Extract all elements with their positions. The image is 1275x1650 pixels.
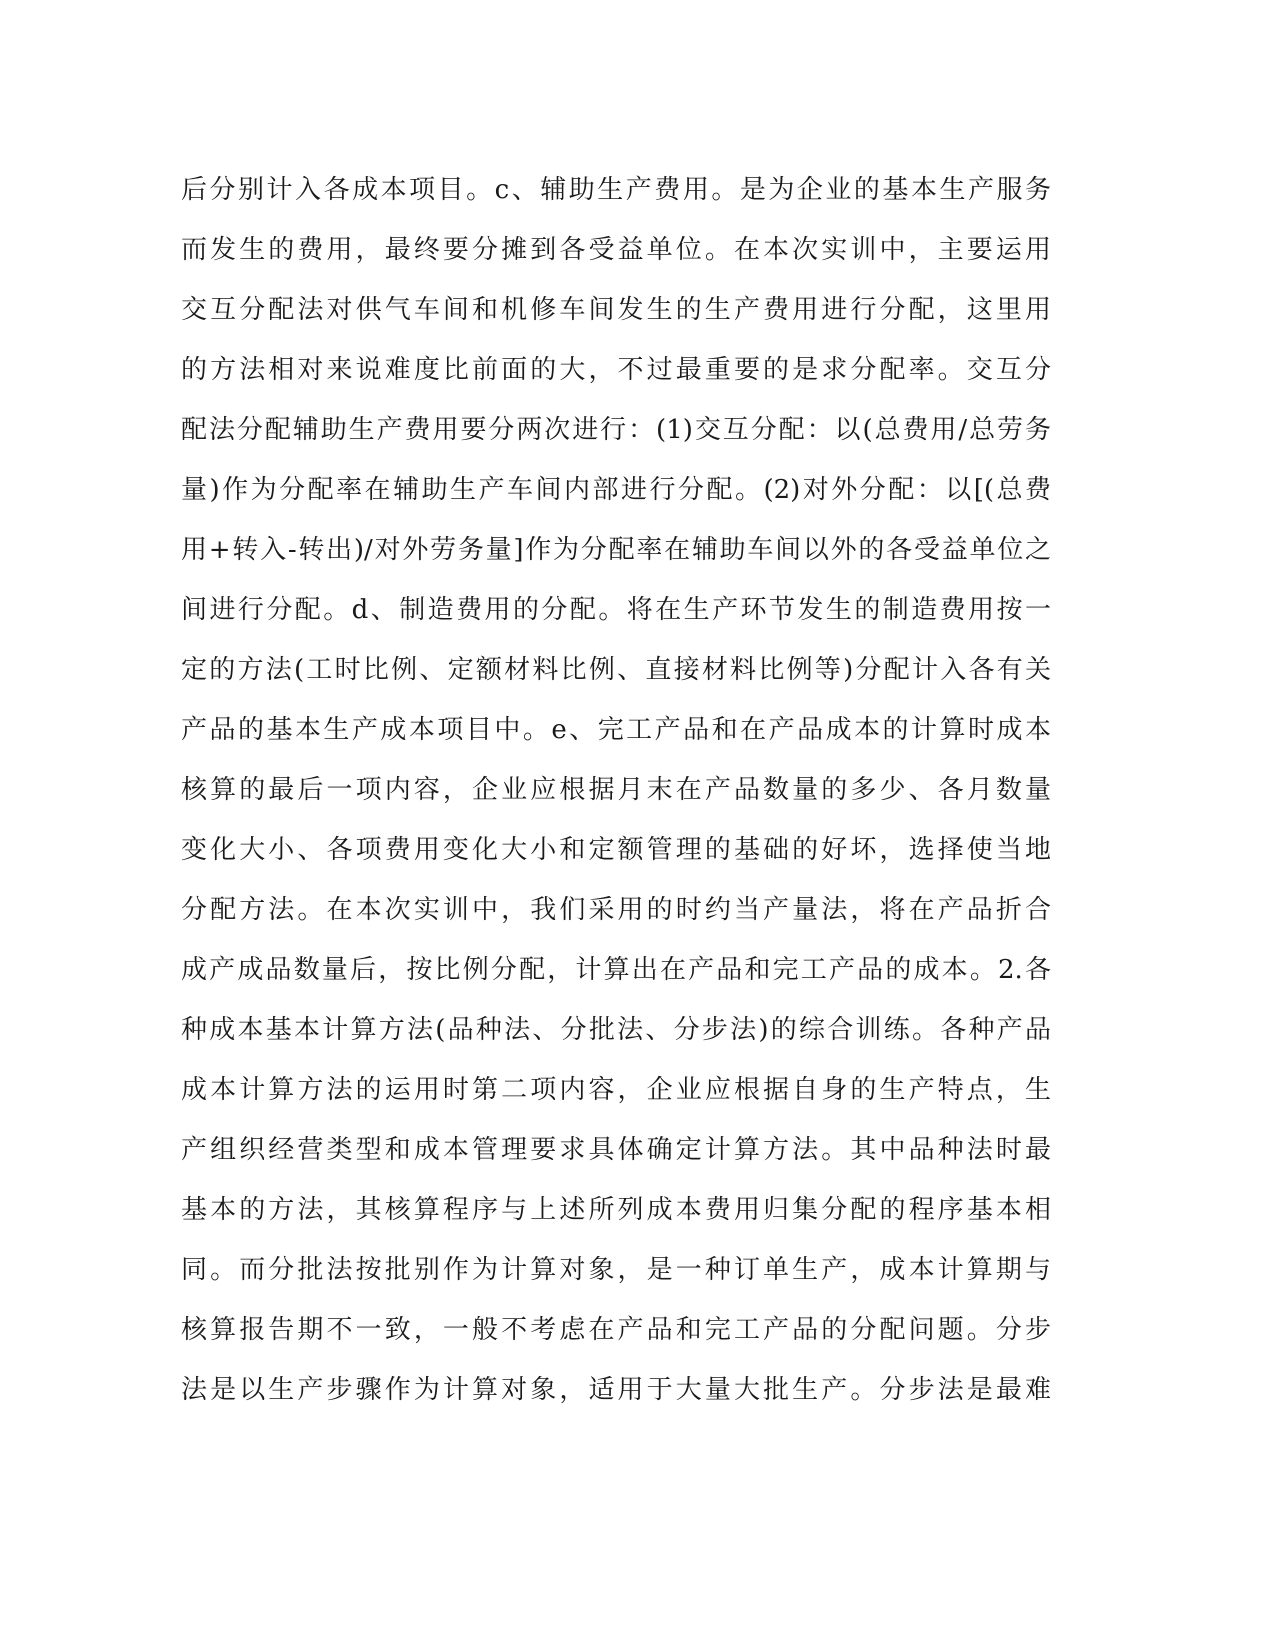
text-line: 核算的最后一项内容，企业应根据月末在产品数量的多少、各月数量 <box>181 775 1051 805</box>
text-line: 定的方法(工时比例、定额材料比例、直接材料比例等)分配计入各有关 <box>181 655 1051 685</box>
text-line: 基本的方法，其核算程序与上述所列成本费用归集分配的程序基本相 <box>181 1195 1051 1225</box>
text-line: 分配方法。在本次实训中，我们采用的时约当产量法，将在产品折合 <box>181 895 1051 925</box>
text-line: 产组织经营类型和成本管理要求具体确定计算方法。其中品种法时最 <box>181 1135 1051 1165</box>
text-line: 核算报告期不一致，一般不考虑在产品和完工产品的分配问题。分步 <box>181 1315 1051 1345</box>
text-line: 法是以生产步骤作为计算对象，适用于大量大批生产。分步法是最难 <box>181 1375 1051 1405</box>
text-line: 间进行分配。d、制造费用的分配。将在生产环节发生的制造费用按一 <box>181 595 1051 625</box>
text-line: 的方法相对来说难度比前面的大，不过最重要的是求分配率。交互分 <box>181 355 1051 385</box>
text-line: 变化大小、各项费用变化大小和定额管理的基础的好坏，选择使当地 <box>181 835 1051 865</box>
text-line: 量)作为分配率在辅助生产车间内部进行分配。(2)对外分配：以[(总费 <box>181 475 1051 505</box>
text-line: 产品的基本生产成本项目中。e、完工产品和在产品成本的计算时成本 <box>181 715 1051 745</box>
body-text <box>181 160 1051 1420</box>
text-line: 用+转入-转出)/对外劳务量]作为分配率在辅助车间以外的各受益单位之 <box>181 535 1051 565</box>
text-line: 成本计算方法的运用时第二项内容，企业应根据自身的生产特点，生 <box>181 1075 1051 1105</box>
text-line: 后分别计入各成本项目。c、辅助生产费用。是为企业的基本生产服务 <box>181 175 1051 205</box>
text-line: 而发生的费用，最终要分摊到各受益单位。在本次实训中，主要运用 <box>181 235 1051 265</box>
text-line: 成产成品数量后，按比例分配，计算出在产品和完工产品的成本。2.各 <box>181 955 1051 985</box>
text-line: 交互分配法对供气车间和机修车间发生的生产费用进行分配，这里用 <box>181 295 1051 325</box>
text-line: 种成本基本计算方法(品种法、分批法、分步法)的综合训练。各种产品 <box>181 1015 1051 1045</box>
text-line: 配法分配辅助生产费用要分两次进行：(1)交互分配：以(总费用/总劳务 <box>181 415 1051 445</box>
text-line: 同。而分批法按批别作为计算对象，是一种订单生产，成本计算期与 <box>181 1255 1051 1285</box>
